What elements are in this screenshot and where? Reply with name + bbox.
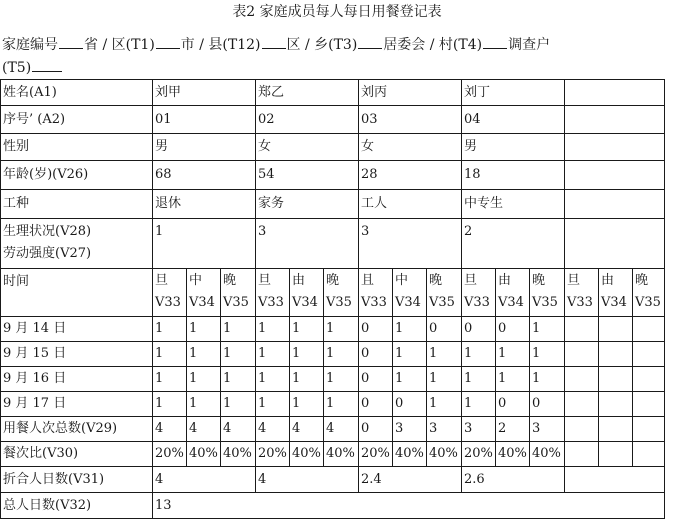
meal-header: 中 V34 [393,269,427,317]
meal-cell: 0 [359,342,393,367]
meal-cell [633,442,665,467]
member-age: 54 [256,161,359,190]
meal-cell: 40% [324,442,359,467]
data-rows [1,317,665,519]
meal-cell: 1 [187,392,221,417]
meal-cell: 1 [393,342,427,367]
member-job: 家务 [256,190,359,219]
time-header-row [1,269,665,317]
member-job: 退休 [153,190,256,219]
meal-cell: 1 [256,342,290,367]
meal-cell: 1 [153,317,187,342]
meal-cell: 1 [324,392,359,417]
meal-cell [565,342,599,367]
meal-cell: 2 [496,417,530,442]
row-label: 9 月 14 日 [1,317,153,342]
physiology-label: 生理状况(V28) [3,224,92,239]
member-age: 68 [153,161,256,190]
meal-header: 晚 V35 [427,269,462,317]
member-seq: 01 [153,106,256,134]
meal-cell: 1 [221,367,256,392]
day-row [1,367,665,392]
row-label: 用餐人次总数(V29) [1,417,153,442]
meal-cell: 3 [462,417,496,442]
meal-cell: 4 [153,417,187,442]
meal-cell: 40% [290,442,324,467]
row-label: 9 月 16 日 [1,367,153,392]
meal-cell: 40% [393,442,427,467]
province-label: 省 / 区(T1) [84,37,155,53]
meal-cell [565,317,599,342]
meal-cell [599,342,633,367]
member-age: 28 [359,161,462,190]
meal-cell: 40% [187,442,221,467]
meal-cell: 4 [324,417,359,442]
member-name: 刘丁 [462,80,565,106]
blank-field [32,59,62,72]
meal-cell [565,367,599,392]
meal-cell: 1 [290,342,324,367]
meal-cell: 40% [221,442,256,467]
table-title: 表2 家庭成员每人每日用餐登记表 [232,4,442,20]
meal-cell: 1 [462,367,496,392]
job-row [1,190,665,219]
meal-header: 旦 V33 [256,269,290,317]
row-label: 序号’ (A2) [1,106,153,134]
member-seq: 03 [359,106,462,134]
member-physiology: 3 [256,219,359,269]
labor-intensity-label: 劳动强度(V27) [3,246,92,261]
row-label: 工种 [1,190,153,219]
meal-cell [599,392,633,417]
blank-field [358,36,382,49]
blank-field [156,36,180,49]
city-label: 市 / 县(T12) [180,37,261,53]
total-person-days-value: 13 [153,493,665,519]
meal-cell: 3 [393,417,427,442]
meal-cell [633,317,665,342]
meal-cell: 3 [530,417,565,442]
meal-cell: 0 [530,392,565,417]
meal-header: 由 V34 [290,269,324,317]
meal-cell: 1 [393,317,427,342]
meal-cell: 4 [187,417,221,442]
t5-label: (T5) [2,60,32,76]
meal-header: 由 V34 [496,269,530,317]
meal-cell: 20% [153,442,187,467]
day-row [1,317,665,342]
member-job: 中专生 [462,190,565,219]
meal-cell: 3 [427,417,462,442]
meal-header: 晚 V35 [530,269,565,317]
meal-cell [633,417,665,442]
meal-cell: 4 [221,417,256,442]
member-name: 刘丙 [359,80,462,106]
meal-cell [599,442,633,467]
meal-cell: 0 [496,317,530,342]
sex-row [1,134,665,161]
member-seq: 02 [256,106,359,134]
meal-header: 旦 V33 [153,269,187,317]
meal-cell: 0 [359,367,393,392]
meal-cell: 1 [427,342,462,367]
row-label: 餐次比(V30) [1,442,153,467]
meal-header: 晚 V35 [221,269,256,317]
meal-header: 旦 V33 [565,269,599,317]
meal-cell: 1 [256,317,290,342]
meal-header: 旦 V33 [462,269,496,317]
member-name: 刘甲 [153,80,256,106]
meal-cell: 4 [290,417,324,442]
meal-cell: 0 [359,317,393,342]
member-name: 郑乙 [256,80,359,106]
meal-cell: 40% [427,442,462,467]
total-person-days-row [1,493,665,519]
meal-cell: 1 [221,317,256,342]
day-row [1,392,665,417]
meal-cell: 1 [187,342,221,367]
member-sex: 女 [256,134,359,161]
physiology-row [1,219,665,269]
meal-cell: 1 [462,342,496,367]
meal-cell: 1 [530,367,565,392]
blank-field [483,36,507,49]
member-person-days: 2.6 [462,467,565,493]
member-physiology [565,219,665,269]
meal-cell: 0 [359,417,393,442]
header-line-2 [2,59,672,76]
district-label: 区 / 乡(T3) [286,37,358,53]
meal-cell: 1 [324,317,359,342]
meal-cell: 1 [187,367,221,392]
member-sex: 男 [153,134,256,161]
seq-row [1,106,665,134]
person-days-row [1,467,665,493]
name-row [1,80,665,106]
meal-cell: 1 [530,317,565,342]
meal-cell: 40% [496,442,530,467]
meal-cell: 1 [290,392,324,417]
meal-register-table [0,79,665,519]
member-name [565,80,665,106]
meal-cell: 20% [256,442,290,467]
member-job [565,190,665,219]
row-label [1,219,153,269]
meal-cell: 1 [153,342,187,367]
meal-cell: 1 [530,342,565,367]
meal-cell [633,392,665,417]
meal-header: 由 V34 [599,269,633,317]
member-sex: 男 [462,134,565,161]
member-sex [565,134,665,161]
meal-cell: 1 [290,317,324,342]
meal-cell: 4 [256,417,290,442]
row-label: 性别 [1,134,153,161]
member-person-days [565,467,665,493]
meal-cell: 40% [530,442,565,467]
meal-cell: 0 [496,392,530,417]
blank-field [262,36,286,49]
meal-cell [599,317,633,342]
row-label: 姓名(A1) [1,80,153,106]
meal-cell [599,367,633,392]
meal-cell [633,342,665,367]
member-job: 工人 [359,190,462,219]
total-row [1,417,665,442]
member-sex: 女 [359,134,462,161]
meal-cell: 1 [256,392,290,417]
day-row [1,342,665,367]
member-physiology: 2 [462,219,565,269]
household-label: 调查户 [508,37,551,53]
row-label: 9 月 15 日 [1,342,153,367]
member-person-days: 4 [256,467,359,493]
meal-cell: 1 [221,392,256,417]
meal-cell [633,367,665,392]
meal-header: 晚 V35 [324,269,359,317]
family-id-label: 家庭编号 [2,37,58,53]
ratio-row [1,442,665,467]
meal-cell: 0 [393,392,427,417]
meal-header: 晚 V35 [633,269,665,317]
meal-cell: 0 [427,317,462,342]
age-row [1,161,665,190]
meal-header: 中 V34 [187,269,221,317]
meal-cell: 1 [153,367,187,392]
meal-cell: 1 [256,367,290,392]
meal-header: 且 V33 [359,269,393,317]
meal-cell: 1 [187,317,221,342]
meal-cell: 1 [427,367,462,392]
meal-cell: 1 [462,392,496,417]
row-label: 时间 [1,269,153,317]
blank-field [59,36,83,49]
row-label: 总人日数(V32) [1,493,153,519]
meal-cell [565,442,599,467]
meal-cell: 0 [462,317,496,342]
meal-cell: 1 [324,367,359,392]
meal-cell: 1 [427,392,462,417]
row-label: 9 月 17 日 [1,392,153,417]
member-age [565,161,665,190]
meal-cell [565,392,599,417]
meal-cell: 20% [359,442,393,467]
meal-cell [599,417,633,442]
meal-cell: 1 [221,342,256,367]
row-label: 折合人日数(V31) [1,467,153,493]
row-label: 年龄(岁)(V26) [1,161,153,190]
village-label: 居委会 / 村(T4) [383,37,483,53]
header-line-1 [2,34,672,54]
member-physiology: 1 [153,219,256,269]
meal-cell: 1 [496,342,530,367]
meal-cell: 20% [462,442,496,467]
member-physiology: 3 [359,219,462,269]
meal-cell: 1 [153,392,187,417]
member-seq [565,106,665,134]
member-person-days: 2.4 [359,467,462,493]
meal-cell: 1 [290,367,324,392]
member-person-days: 4 [153,467,256,493]
meal-cell: 0 [359,392,393,417]
meal-cell: 1 [324,342,359,367]
meal-cell [565,417,599,442]
member-seq: 04 [462,106,565,134]
member-age: 18 [462,161,565,190]
meal-cell: 1 [496,367,530,392]
meal-cell: 1 [393,367,427,392]
